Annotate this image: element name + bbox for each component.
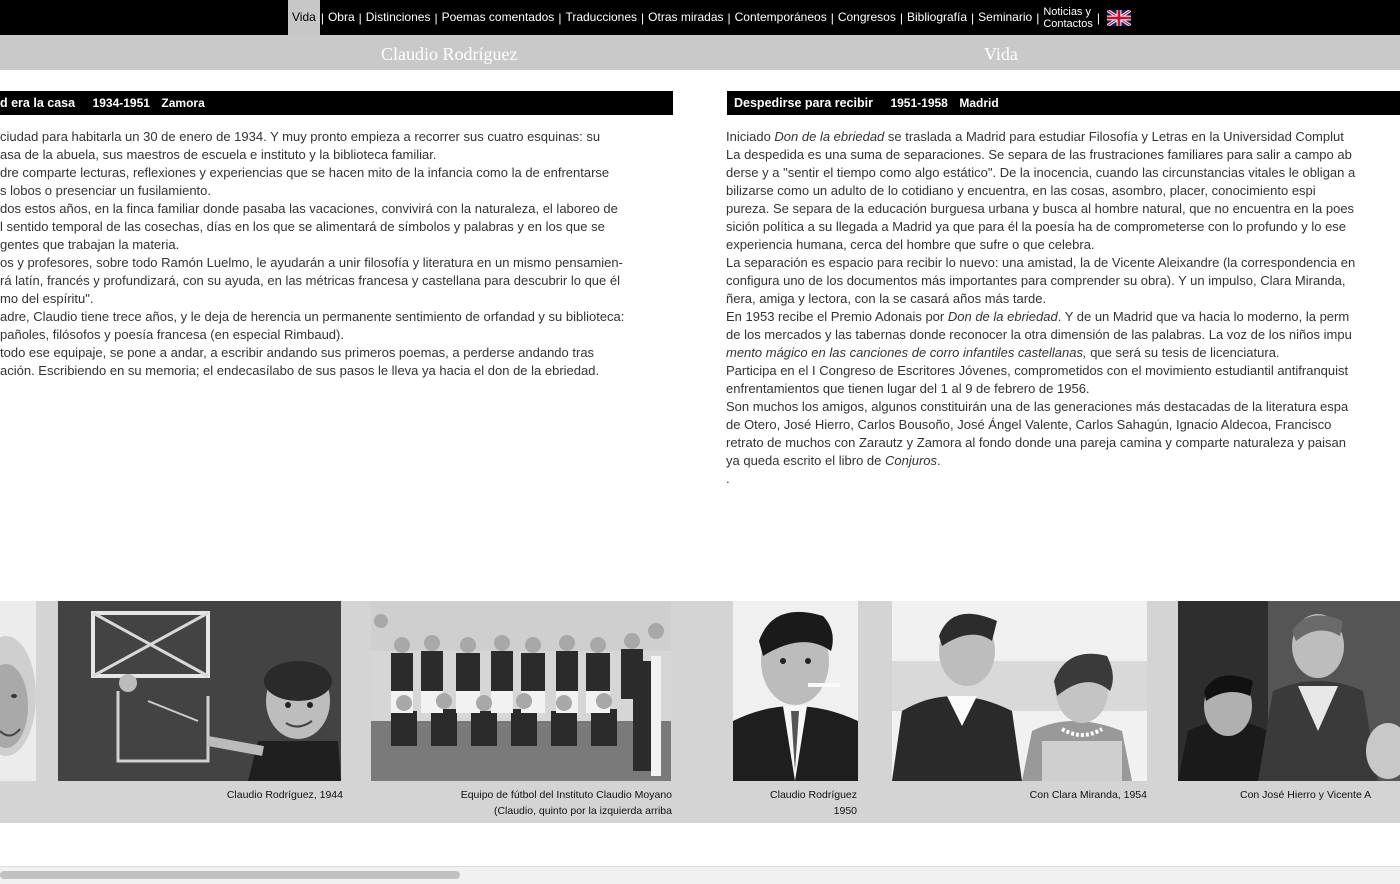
caption-clara-miranda: Con Clara Miranda, 1954 <box>1029 789 1147 801</box>
text-line: La despedida es una suma de separaciones. Se separa de las frustraciones familiares para salir a campo ab <box>726 147 1352 162</box>
book-title: Conjuros <box>884 453 938 468</box>
text-line: Son muchos los amigos, algunos constituirán una de las generaciones más destacadas de la literatura espa <box>726 399 1349 414</box>
text-line: asa de la abuela, sus maestros de escuela e instituto y la biblioteca familiar. <box>0 147 437 162</box>
nav-separator: | <box>830 10 834 25</box>
text-line: de los mercados y las tabernas donde reconocer la otra dimensión de las palabras. La voz de los niños impu <box>726 327 1352 342</box>
book-title: Don de la ebriedad <box>947 309 1058 324</box>
text-line: sición política a su llegada a Madrid ya que para él la poesía ha de comprometerse con lo profundo y lo ese <box>726 219 1347 234</box>
title-band <box>0 35 1400 70</box>
right-text-column <box>726 128 1400 488</box>
left-section-header <box>0 91 673 115</box>
author-title: Claudio Rodríguez <box>381 44 518 64</box>
section-title: Vida <box>984 44 1018 64</box>
photo-jose-hierro-image <box>1178 601 1400 781</box>
nav-separator: | <box>971 10 975 25</box>
caption-claudio-line1: Claudio Rodríguez <box>770 789 857 801</box>
text-line: dos estos años, en la finca familiar donde pasaba las vacaciones, convivirá con la naturaleza, el laboreo de <box>0 201 618 216</box>
text-line: os y profesores, sobre todo Ramón Luelmo, le ayudarán a unir filosofía y literatura en un mismo pensamien- <box>0 255 623 270</box>
left-header-title: d era la casa <box>0 96 76 110</box>
nav-item-bibliografia[interactable]: Bibliografía <box>906 10 968 24</box>
nav-noticias-line1: Noticias y <box>1043 6 1091 18</box>
text-line: todo ese equipaje, se pone a andar, a escribir andando sus primeros poemas, a perderse andando tras <box>0 345 595 360</box>
text-span: . Y de un Madrid que va hacia lo moderno, la perm <box>1057 309 1350 324</box>
text-line: La separación es espacio para recibir lo nuevo: una amistad, la de Vicente Aleixandre (la correspondencia en <box>726 255 1356 270</box>
caption-football-line1: Equipo de fútbol del Instituto Claudio Moyano <box>460 789 672 801</box>
nav-separator: | <box>1096 10 1100 25</box>
text-line: gentes que trabajan la materia. <box>0 237 180 252</box>
photo-boy-blackboard <box>58 601 341 781</box>
caption-claudio-line2: 1950 <box>833 805 857 817</box>
photo-child-portrait-image <box>0 601 36 781</box>
text-line: derse y a "sentir el tiempo como algo estático". De la inocencia, cuando las circunstancias vitales le obligan a <box>726 165 1356 180</box>
photo-young-man-cigarette-image <box>733 601 858 781</box>
text-line <box>726 344 1400 362</box>
caption-football-line2: (Claudio, quinto por la izquierda arriba <box>493 805 672 817</box>
text-span: Iniciado <box>726 129 775 144</box>
book-title: Don de la ebriedad <box>774 129 885 144</box>
nav-separator: | <box>727 10 731 25</box>
text-span: se traslada a Madrid para estudiar Filosofía y Letras en la Universidad Complut <box>884 129 1344 144</box>
text-line: Participa en el I Congreso de Escritores Jóvenes, comprometidos con el movimiento estudiantil antifranquist <box>726 363 1349 378</box>
text-line: bilizarse como un adulto de lo cotidiano y encuentra, en las cosas, asombro, placer, conocimiento espi <box>726 183 1316 198</box>
left-header-place: Zamora <box>161 96 205 110</box>
nav-item-otras-miradas[interactable]: Otras miradas <box>648 10 724 24</box>
text-line: mo del espíritu". <box>0 291 94 306</box>
text-span: En 1953 recibe el Premio Adonais por <box>726 309 948 324</box>
uk-flag-icon[interactable] <box>1107 10 1131 26</box>
right-header-title: Despedirse para recibir <box>734 96 873 110</box>
text-line: s lobos o presenciar un fusilamiento. <box>0 183 212 198</box>
right-header-place: Madrid <box>959 96 999 110</box>
caption-claudio-1950 <box>740 787 857 819</box>
text-line: de Otero, José Hierro, Carlos Bousoño, José Ángel Valente, Carlos Sahagún, Ignacio Aldecoa, Francisco <box>726 417 1332 432</box>
text-line: ación. Escribiendo en su memoria; el endecasílabo de sus pasos le lleva ya hacia el don de la ebriedad. <box>0 363 600 378</box>
nav-item-seminario[interactable]: Seminario <box>978 10 1033 24</box>
text-line: pañoles, filósofos y poesía francesa (en especial Rimbaud). <box>0 327 344 342</box>
nav-separator: | <box>358 10 362 25</box>
text-line: ñera, amiga y lectora, con la se casará años más tarde. <box>726 291 1047 306</box>
photo-boy-blackboard-image <box>58 601 341 781</box>
scrollbar-thumb[interactable] <box>0 871 460 879</box>
caption-football-team <box>440 787 672 819</box>
photo-football-team-image <box>371 601 671 781</box>
nav-separator: | <box>558 10 562 25</box>
nav-item-vida[interactable]: Vida <box>288 0 320 35</box>
text-line <box>726 452 1400 470</box>
nav-menu <box>288 0 1131 35</box>
text-line: rá latín, francés y profundizará, con su ayuda, en las métricas francesa y castellana para descubrir lo que él <box>0 273 620 288</box>
photo-football-team <box>371 601 671 781</box>
horizontal-scrollbar[interactable] <box>0 866 1400 884</box>
text-line: experiencia humana, cerca del hombre que sufre o que celebra. <box>726 237 1095 252</box>
thesis-title: mento mágico en las canciones de corro infantiles castellanas, <box>726 345 1087 360</box>
text-line: . <box>726 471 730 486</box>
caption-1944: Claudio Rodríguez, 1944 <box>226 789 343 801</box>
photo-young-man-cigarette <box>733 601 858 781</box>
nav-separator: | <box>320 10 324 25</box>
nav-separator: | <box>434 10 438 25</box>
nav-item-contemporaneos[interactable]: Contemporáneos <box>734 10 827 24</box>
nav-noticias-line2: Contactos <box>1043 18 1093 30</box>
top-navigation <box>0 0 1400 35</box>
nav-item-poemas-comentados[interactable]: Poemas comentados <box>441 10 555 24</box>
right-header-years: 1951-1958 <box>890 96 948 110</box>
photo-clara-miranda-image <box>892 601 1147 781</box>
right-section-header <box>727 91 1400 115</box>
text-line: l sentido temporal de las cosechas, días en los que se alimentará de símbolos y palabras y en los que se <box>0 219 605 234</box>
text-line: retrato de muchos con Zarautz y Zamora al fondo donde una pareja camina y comparte naturaleza y paisan <box>726 435 1347 450</box>
nav-item-congresos[interactable]: Congresos <box>837 10 896 24</box>
caption-jose-hierro: Con José Hierro y Vicente A <box>1240 789 1372 801</box>
text-line <box>726 308 1400 326</box>
text-span: que será su tesis de licenciatura. <box>1086 345 1280 360</box>
photo-strip <box>0 601 1400 823</box>
photo-clara-miranda <box>892 601 1147 781</box>
nav-separator: | <box>1036 10 1040 25</box>
nav-item-noticias-contactos[interactable] <box>1040 5 1096 30</box>
text-line: configura uno de los documentos más importantes para comprender su obra). Y un impulso, Clara Miranda, <box>726 273 1346 288</box>
left-text-column <box>0 128 674 380</box>
nav-separator: | <box>641 10 645 25</box>
photo-jose-hierro <box>1178 601 1400 781</box>
photo-child-portrait <box>0 601 36 781</box>
nav-separator: | <box>899 10 903 25</box>
text-line: ciudad para habitarla un 30 de enero de 1934. Y muy pronto empieza a recorrer sus cuatro esquinas: su <box>0 129 601 144</box>
text-span: . <box>937 453 941 468</box>
text-span: ya queda escrito el libro de <box>726 453 885 468</box>
text-line: dre comparte lecturas, reflexiones y experiencias que se hacen mito de la infancia como la de enfrentarse <box>0 165 610 180</box>
text-line: pureza. Se separa de la educación burguesa urbana y busca al hombre natural, que no encuentra en la poes <box>726 201 1355 216</box>
text-line: adre, Claudio tiene trece años, y le deja de herencia un permanente sentimiento de orfandad y su biblioteca: <box>0 309 625 324</box>
text-line: enfrentamientos que tienen lugar del 1 al 9 de febrero de 1956. <box>726 381 1090 396</box>
text-line <box>726 128 1400 146</box>
left-header-years: 1934-1951 <box>92 96 150 110</box>
nav-item-obra[interactable]: Obra <box>327 10 355 24</box>
nav-item-traducciones[interactable]: Traducciones <box>565 10 638 24</box>
nav-item-distinciones[interactable]: Distinciones <box>365 10 431 24</box>
